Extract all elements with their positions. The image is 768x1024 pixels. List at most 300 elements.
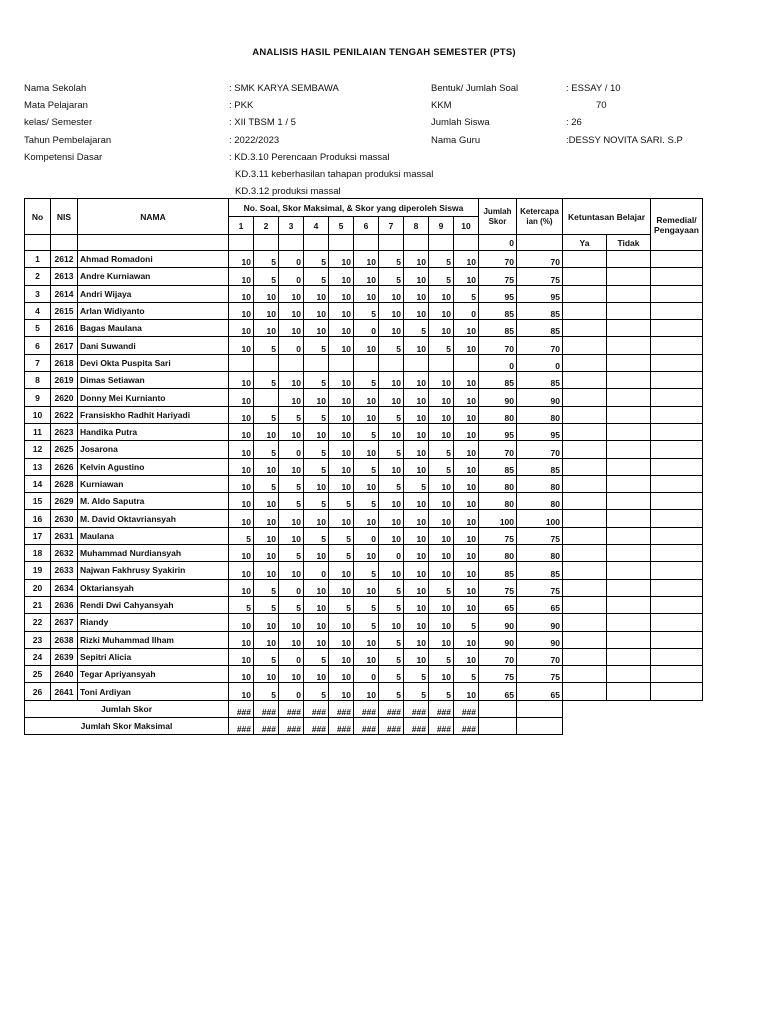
info-value-form: : ESSAY / 10: [566, 83, 621, 94]
row-tidak: [607, 562, 651, 579]
row-score: 5: [379, 251, 404, 268]
row-score: 10: [329, 372, 354, 389]
row-nis: 2618: [51, 354, 78, 371]
row-score: 10: [354, 389, 379, 406]
row-score: 5: [454, 285, 479, 302]
row-ya: [563, 614, 607, 631]
row-score: 10: [304, 302, 329, 319]
row-nis: 2614: [51, 285, 78, 302]
header-ya: Ya: [563, 235, 607, 251]
row-score: 10: [354, 510, 379, 527]
row-score: 10: [404, 631, 429, 648]
row-score: [229, 354, 254, 371]
row-score: 10: [329, 579, 354, 596]
info-label-form: Bentuk/ Jumlah Soal: [431, 83, 519, 94]
row-score: 5: [304, 372, 329, 389]
row-score: 10: [329, 406, 354, 423]
row-score: 10: [404, 423, 429, 440]
row-jumlah: 95: [479, 285, 517, 302]
row-score: 10: [379, 423, 404, 440]
row-remedial: [651, 251, 703, 268]
row-score: 10: [229, 562, 254, 579]
footer-empty-cell: [517, 700, 563, 717]
row-score: 10: [354, 441, 379, 458]
header-blank-nama: [78, 235, 229, 251]
row-no: 26: [25, 683, 51, 700]
row-no: 7: [25, 354, 51, 371]
table-row: [25, 614, 703, 631]
page-title: ANALISIS HASIL PENILAIAN TENGAH SEMESTER (PTS): [252, 47, 516, 58]
row-score: 5: [379, 475, 404, 492]
header-soal-2: 2: [254, 217, 279, 235]
row-nama: Tegar Apriyansyah: [78, 666, 229, 683]
table-row: [25, 389, 703, 406]
row-score: 10: [379, 510, 404, 527]
row-score: 10: [454, 251, 479, 268]
row-nis: 2619: [51, 372, 78, 389]
row-nis: 2633: [51, 562, 78, 579]
row-score: 10: [429, 614, 454, 631]
row-ya: [563, 579, 607, 596]
row-ya: [563, 510, 607, 527]
row-score: 10: [404, 389, 429, 406]
header-soal-7: 7: [379, 217, 404, 235]
row-ya: [563, 320, 607, 337]
row-score: 10: [379, 285, 404, 302]
row-nama: Sepitri Alicia: [78, 648, 229, 665]
row-score: 10: [379, 458, 404, 475]
row-jumlah: 95: [479, 423, 517, 440]
row-score: 10: [429, 423, 454, 440]
row-nama: Najwan Fakhrusy Syakirin: [78, 562, 229, 579]
row-tidak: [607, 441, 651, 458]
row-score: 10: [429, 475, 454, 492]
row-score: 10: [229, 337, 254, 354]
footer-hash-cell: ###: [254, 718, 279, 735]
row-score: [354, 354, 379, 371]
info-label-year: Tahun Pembelajaran: [24, 135, 112, 146]
header-ketuntasan: Ketuntasan Belajar: [563, 199, 651, 235]
row-score: 5: [254, 683, 279, 700]
row-score: 10: [279, 527, 304, 544]
row-nis: 2641: [51, 683, 78, 700]
row-score: 10: [329, 458, 354, 475]
header-ketercapaian-sub: [517, 235, 563, 251]
row-score: [254, 354, 279, 371]
row-score: 10: [329, 614, 354, 631]
row-jumlah: 85: [479, 458, 517, 475]
row-score: 10: [329, 389, 354, 406]
footer-hash-cell: ###: [379, 700, 404, 717]
table-row: [25, 527, 703, 544]
row-no: 18: [25, 545, 51, 562]
row-score: 10: [379, 562, 404, 579]
row-score: [329, 354, 354, 371]
row-score: 10: [329, 475, 354, 492]
row-nis: 2615: [51, 302, 78, 319]
row-score: 5: [454, 666, 479, 683]
row-score: 10: [279, 666, 304, 683]
row-score: 5: [429, 648, 454, 665]
row-score: 10: [229, 251, 254, 268]
row-score: 5: [429, 458, 454, 475]
row-ya: [563, 337, 607, 354]
row-ketercapaian: 85: [517, 320, 563, 337]
row-nis: 2636: [51, 596, 78, 613]
row-no: 9: [25, 389, 51, 406]
row-score: 5: [379, 596, 404, 613]
row-score: 10: [404, 302, 429, 319]
table-row: [25, 510, 703, 527]
row-score: 10: [229, 666, 254, 683]
row-tidak: [607, 493, 651, 510]
max-score-cell: [354, 235, 379, 251]
row-ya: [563, 458, 607, 475]
row-jumlah: 90: [479, 614, 517, 631]
row-nis: 2620: [51, 389, 78, 406]
row-score: 10: [254, 423, 279, 440]
info-value-subject: : PKK: [229, 100, 254, 111]
row-nama: Dani Suwandi: [78, 337, 229, 354]
row-tidak: [607, 268, 651, 285]
row-nis: 2612: [51, 251, 78, 268]
row-score: 10: [279, 631, 304, 648]
row-no: 23: [25, 631, 51, 648]
row-score: 10: [229, 614, 254, 631]
table-row: [25, 579, 703, 596]
row-score: 5: [254, 475, 279, 492]
info-label-kd: Kompetensi Dasar: [24, 152, 103, 163]
row-score: 5: [379, 579, 404, 596]
max-score-cell: [229, 235, 254, 251]
row-score: 5: [254, 648, 279, 665]
row-score: 5: [454, 614, 479, 631]
row-score: 10: [429, 372, 454, 389]
row-score: 5: [304, 648, 329, 665]
row-ketercapaian: 65: [517, 596, 563, 613]
row-nis: 2623: [51, 423, 78, 440]
header-soal-9: 9: [429, 217, 454, 235]
footer-hash-cell: ###: [454, 718, 479, 735]
row-score: [454, 354, 479, 371]
row-nama: Handika Putra: [78, 423, 229, 440]
row-remedial: [651, 527, 703, 544]
row-nama: M. David Oktavriansyah: [78, 510, 229, 527]
table-row: [25, 337, 703, 354]
max-score-cell: [404, 235, 429, 251]
row-jumlah: 80: [479, 406, 517, 423]
row-score: 10: [279, 614, 304, 631]
row-score: 5: [429, 268, 454, 285]
row-score: 10: [279, 320, 304, 337]
row-score: 10: [454, 562, 479, 579]
row-score: 10: [404, 337, 429, 354]
row-score: 10: [254, 302, 279, 319]
row-tidak: [607, 510, 651, 527]
footer-hash-cell: ###: [404, 718, 429, 735]
row-score: 10: [454, 389, 479, 406]
row-score: 10: [354, 545, 379, 562]
row-tidak: [607, 320, 651, 337]
row-score: 10: [229, 320, 254, 337]
row-no: 4: [25, 302, 51, 319]
row-score: 10: [329, 302, 354, 319]
row-score: 10: [279, 302, 304, 319]
row-ketercapaian: 90: [517, 631, 563, 648]
row-tidak: [607, 458, 651, 475]
row-no: 20: [25, 579, 51, 596]
row-score: 5: [329, 596, 354, 613]
table-row: [25, 545, 703, 562]
row-score: 10: [429, 545, 454, 562]
row-no: 24: [25, 648, 51, 665]
row-remedial: [651, 389, 703, 406]
row-score: 5: [354, 458, 379, 475]
row-ketercapaian: 70: [517, 337, 563, 354]
table-row: [25, 631, 703, 648]
footer-hash-cell: ###: [379, 718, 404, 735]
row-score: 5: [354, 493, 379, 510]
table-row: [25, 648, 703, 665]
row-score: 10: [429, 596, 454, 613]
row-score: 5: [379, 441, 404, 458]
header-soal-group: No. Soal, Skor Maksimal, & Skor yang diperoleh Siswa: [229, 199, 479, 217]
row-score: 10: [354, 579, 379, 596]
row-jumlah: 80: [479, 493, 517, 510]
row-score: 10: [254, 614, 279, 631]
row-score: 5: [404, 320, 429, 337]
row-score: 10: [404, 406, 429, 423]
row-score: 10: [329, 510, 354, 527]
header-ketercapaian-line1: Ketercapa: [520, 206, 559, 216]
row-no: 21: [25, 596, 51, 613]
row-score: 5: [354, 302, 379, 319]
row-score: 0: [354, 320, 379, 337]
row-remedial: [651, 493, 703, 510]
row-score: 10: [454, 458, 479, 475]
row-ketercapaian: 95: [517, 285, 563, 302]
row-score: 10: [329, 268, 354, 285]
row-ketercapaian: 80: [517, 493, 563, 510]
row-tidak: [607, 683, 651, 700]
row-ya: [563, 302, 607, 319]
row-score: 10: [354, 251, 379, 268]
row-tidak: [607, 631, 651, 648]
row-tidak: [607, 614, 651, 631]
row-nama: Josarona: [78, 441, 229, 458]
row-score: 10: [404, 493, 429, 510]
row-remedial: [651, 337, 703, 354]
row-ya: [563, 596, 607, 613]
row-score: 10: [454, 441, 479, 458]
row-ketercapaian: 70: [517, 441, 563, 458]
row-score: 10: [254, 510, 279, 527]
row-score: [254, 389, 279, 406]
row-score: 10: [229, 423, 254, 440]
info-label-teacher: Nama Guru: [431, 135, 481, 146]
row-score: 10: [354, 268, 379, 285]
row-ketercapaian: 90: [517, 614, 563, 631]
row-score: 0: [279, 268, 304, 285]
row-remedial: [651, 458, 703, 475]
row-score: 5: [429, 579, 454, 596]
row-score: 0: [279, 337, 304, 354]
row-score: 10: [254, 527, 279, 544]
row-score: 10: [454, 545, 479, 562]
row-nis: 2613: [51, 268, 78, 285]
row-score: 10: [229, 389, 254, 406]
row-score: 10: [454, 337, 479, 354]
row-nama: Dimas Setiawan: [78, 372, 229, 389]
row-score: 10: [404, 285, 429, 302]
row-nis: 2638: [51, 631, 78, 648]
row-score: 10: [329, 423, 354, 440]
table-row: [25, 423, 703, 440]
row-remedial: [651, 683, 703, 700]
row-score: 0: [354, 666, 379, 683]
header-nama: NAMA: [78, 199, 229, 235]
row-nis: 2637: [51, 614, 78, 631]
row-score: [279, 354, 304, 371]
info-value-class: : XII TBSM 1 / 5: [229, 117, 296, 128]
row-score: 5: [404, 666, 429, 683]
row-remedial: [651, 631, 703, 648]
row-score: 5: [304, 527, 329, 544]
max-score-cell: [329, 235, 354, 251]
row-jumlah: 80: [479, 475, 517, 492]
row-score: 10: [229, 648, 254, 665]
row-ya: [563, 268, 607, 285]
row-score: 10: [404, 372, 429, 389]
row-ya: [563, 631, 607, 648]
row-score: 10: [254, 666, 279, 683]
row-score: 10: [404, 441, 429, 458]
row-score: 10: [404, 458, 429, 475]
row-score: 10: [404, 510, 429, 527]
footer-hash-cell: ###: [354, 700, 379, 717]
row-jumlah: 100: [479, 510, 517, 527]
row-score: 10: [329, 337, 354, 354]
row-score: 10: [329, 666, 354, 683]
table-body: [25, 251, 703, 701]
table-row: [25, 493, 703, 510]
row-score: 10: [404, 251, 429, 268]
footer-hash-cell: ###: [279, 700, 304, 717]
row-score: 10: [304, 423, 329, 440]
row-score: 10: [429, 666, 454, 683]
row-score: 5: [254, 337, 279, 354]
info-label-school: Nama Sekolah: [24, 83, 87, 94]
row-score: 0: [279, 579, 304, 596]
footer-empty-cell: [517, 718, 563, 735]
row-score: 5: [404, 683, 429, 700]
row-jumlah: 70: [479, 251, 517, 268]
table-row: [25, 562, 703, 579]
header-remedial-line2: Pengayaan: [654, 224, 699, 235]
row-score: 10: [304, 285, 329, 302]
row-score: 5: [254, 268, 279, 285]
row-score: 10: [429, 562, 454, 579]
row-remedial: [651, 510, 703, 527]
row-score: 10: [354, 683, 379, 700]
row-score: 10: [379, 372, 404, 389]
row-nis: 2631: [51, 527, 78, 544]
row-score: 10: [329, 251, 354, 268]
row-score: 10: [429, 527, 454, 544]
row-nama: Rendi Dwi Cahyansyah: [78, 596, 229, 613]
row-ketercapaian: 80: [517, 475, 563, 492]
row-score: 10: [454, 648, 479, 665]
row-score: 5: [279, 475, 304, 492]
row-no: 16: [25, 510, 51, 527]
row-score: 10: [229, 510, 254, 527]
table-row: [25, 475, 703, 492]
row-remedial: [651, 354, 703, 371]
row-score: 10: [404, 268, 429, 285]
row-no: 3: [25, 285, 51, 302]
row-score: 10: [379, 493, 404, 510]
row-score: 10: [404, 527, 429, 544]
row-score: 10: [329, 562, 354, 579]
row-score: 0: [354, 527, 379, 544]
row-score: 10: [379, 320, 404, 337]
row-score: [304, 354, 329, 371]
row-ketercapaian: 80: [517, 406, 563, 423]
row-score: 5: [279, 493, 304, 510]
header-nis: NIS: [51, 199, 78, 235]
row-ketercapaian: 75: [517, 579, 563, 596]
header-blank-no: [25, 235, 51, 251]
row-tidak: [607, 285, 651, 302]
row-score: 5: [379, 683, 404, 700]
row-no: 12: [25, 441, 51, 458]
row-nama: Ahmad Romadoni: [78, 251, 229, 268]
row-score: 5: [429, 441, 454, 458]
row-score: 10: [329, 648, 354, 665]
row-score: 10: [329, 320, 354, 337]
footer-hash-cell: ###: [229, 700, 254, 717]
header-soal-8: 8: [404, 217, 429, 235]
row-ketercapaian: 70: [517, 648, 563, 665]
row-score: 10: [354, 475, 379, 492]
row-jumlah: 75: [479, 268, 517, 285]
footer-hash-cell: ###: [254, 700, 279, 717]
row-ketercapaian: 75: [517, 527, 563, 544]
row-no: 2: [25, 268, 51, 285]
row-score: 10: [454, 631, 479, 648]
row-no: 13: [25, 458, 51, 475]
row-score: 10: [404, 596, 429, 613]
row-ketercapaian: 85: [517, 458, 563, 475]
row-score: 10: [454, 475, 479, 492]
row-score: 5: [379, 268, 404, 285]
row-tidak: [607, 545, 651, 562]
row-score: 5: [304, 683, 329, 700]
row-score: 10: [229, 631, 254, 648]
row-ketercapaian: 75: [517, 268, 563, 285]
row-nis: 2630: [51, 510, 78, 527]
row-remedial: [651, 302, 703, 319]
row-score: 5: [429, 337, 454, 354]
table-row: [25, 683, 703, 700]
row-score: 10: [279, 562, 304, 579]
footer-hash-cell: ###: [404, 700, 429, 717]
row-nis: 2632: [51, 545, 78, 562]
row-score: 5: [329, 493, 354, 510]
row-score: 10: [404, 579, 429, 596]
row-nama: Arlan Widiyanto: [78, 302, 229, 319]
info-label-students: Jumlah Siswa: [431, 117, 490, 128]
